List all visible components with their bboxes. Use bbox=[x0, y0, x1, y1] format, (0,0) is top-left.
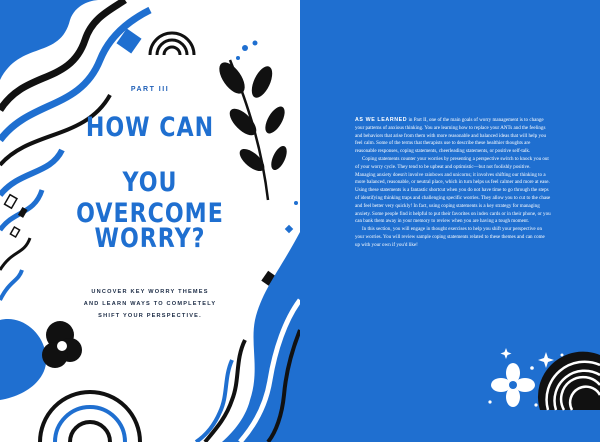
subtitle-line-1: UNCOVER KEY WORRY THEMES bbox=[91, 289, 209, 295]
right-page-decoration bbox=[300, 0, 600, 442]
paragraph-1-text: in Part II, one of the main goals of worry management is to change your patterns of anxious thinking. You are learning how to replace your ANTs and the feelings and behaviors that arise from them with more reasonable and balanced ideas that will help you feel calm. Some of the terms that therapists use to describe these healthier thoughts are reasonable responses, coping statements, cheerleading statements, or positive self-talk. bbox=[355, 117, 547, 155]
right-page bbox=[300, 0, 600, 442]
flower-illustration bbox=[0, 319, 82, 400]
subtitle bbox=[66, 286, 234, 322]
part-label: PART III bbox=[130, 86, 170, 93]
lead-in: AS WE LEARNED bbox=[355, 117, 408, 123]
subtitle-line-2: AND LEARN WAYS TO COMPLETELY bbox=[83, 301, 217, 307]
rainbow-arcs-bottom bbox=[40, 392, 140, 442]
rainbow-arcs-top bbox=[150, 33, 194, 55]
title-line-3: WORRY? bbox=[94, 223, 206, 254]
title-line-2: YOU OVERCOME bbox=[76, 167, 224, 229]
flower-illustration-right bbox=[491, 363, 535, 407]
paragraph-3: In this section, you will engage in thought exercises to help you shift your perspective on your worries. You will review sample coping statements related to these themes and can come up with your own if you'd like! bbox=[355, 226, 545, 248]
title-line-1: HOW CAN bbox=[85, 112, 215, 143]
dot-cluster-top bbox=[236, 41, 258, 61]
paragraph-2: Coping statements counter your worries by presenting a perspective switch to knock you out of your worry cycle. They tend to be upbeat and optimistic—but not foolishly positive. Managing anxiety doesn't involve rainbows and unicorns; it involves shifting our thinking to a more balanced, reasonable, or neutral place, which in turn helps us feel calmer and more at ease. Using these statements is a fantastic shortcut when you do not have time to go through the steps of identifying thinking traps and challenging specific worries. They allow you to cut to the chase and feel better very quickly! In fact, using coping statements is a key strategy for managing anxiety. Some people find it helpful to put their favorites on index cards or in their phone, or you can bank them away in your memory to review when you are having a tough moment. bbox=[355, 155, 551, 225]
subtitle-line-3: SHIFT YOUR PERSPECTIVE. bbox=[98, 313, 202, 319]
wavy-stripes-bottom-right bbox=[196, 232, 300, 442]
